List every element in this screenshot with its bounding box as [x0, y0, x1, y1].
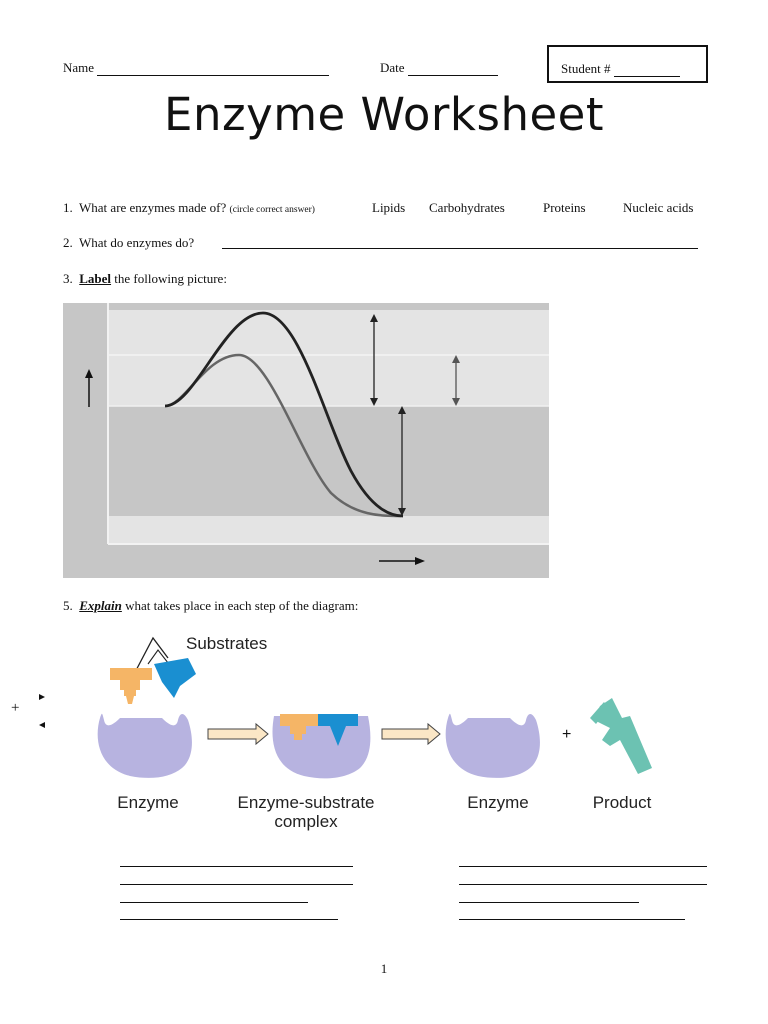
answer-line-left-1[interactable]: [120, 866, 353, 867]
question-2: [63, 235, 194, 251]
student-blank[interactable]: [614, 62, 680, 77]
q3-number: 3.: [63, 271, 73, 286]
name-label: Name: [63, 60, 95, 75]
q5-emphasis: Explain: [79, 598, 122, 613]
margin-plus: +: [11, 700, 20, 716]
arrow-2: [382, 724, 440, 744]
answer-line-right-4[interactable]: [459, 919, 685, 920]
enzyme-2: [446, 714, 540, 778]
energy-diagram: [63, 303, 549, 578]
q5-text: what takes place in each step of the diagram:: [125, 598, 359, 613]
product-label: Product: [592, 793, 652, 812]
product: [590, 698, 652, 774]
q1-option-carbohydrates[interactable]: Carbohydrates: [429, 200, 505, 215]
plus-sign: +: [562, 726, 572, 743]
answer-line-left-3[interactable]: [120, 902, 308, 903]
question-1: [63, 200, 315, 216]
q2-number: 2.: [63, 235, 73, 250]
q1-option-nucleic-acids[interactable]: Nucleic acids: [623, 200, 694, 215]
answer-line-right-1[interactable]: [459, 866, 707, 867]
q3-text: the following picture:: [114, 271, 227, 286]
q1-hint: (circle correct answer): [229, 205, 315, 215]
q2-answer-line[interactable]: [222, 248, 698, 249]
q5-number: 5.: [63, 598, 73, 613]
enzyme-process-diagram: [90, 628, 670, 788]
answer-line-right-3[interactable]: [459, 902, 639, 903]
q1-option-proteins[interactable]: Proteins: [543, 200, 586, 215]
q3-emphasis: Label: [79, 271, 112, 286]
question-3: [63, 271, 227, 287]
name-blank[interactable]: [97, 61, 329, 76]
student-number-box[interactable]: [547, 45, 708, 83]
arrow-1: [208, 724, 268, 744]
enzyme-1: [98, 714, 192, 778]
substrate-orange: [110, 668, 152, 704]
page-title: Enzyme Worksheet: [164, 88, 604, 141]
answer-line-right-2[interactable]: [459, 884, 707, 885]
q1-number: 1.: [63, 200, 73, 215]
complex-label-line-1: Enzyme-substrate: [237, 793, 375, 812]
complex-label: [236, 793, 376, 831]
substrates-label: Substrates: [186, 634, 268, 653]
date-label: Date: [380, 60, 405, 75]
enzyme-label: Enzyme: [117, 793, 179, 812]
q2-text: What do enzymes do?: [79, 235, 195, 250]
answer-line-left-4[interactable]: [120, 919, 338, 920]
upper-band: [108, 310, 549, 406]
q1-option-lipids[interactable]: Lipids: [372, 200, 406, 215]
date-field[interactable]: [380, 60, 498, 76]
substrate-blue: [154, 658, 196, 698]
enzyme-2-label: Enzyme: [467, 793, 529, 812]
complex-label-line-2: complex: [274, 812, 338, 831]
margin-marks: [38, 692, 48, 732]
q1-text: What are enzymes made of?: [79, 200, 227, 215]
answer-line-left-2[interactable]: [120, 884, 353, 885]
question-5: [63, 598, 358, 614]
lower-band: [108, 516, 549, 544]
date-blank[interactable]: [408, 61, 498, 76]
name-field[interactable]: [63, 60, 329, 76]
student-label: Student #: [561, 61, 611, 76]
page-number: 1: [380, 961, 388, 976]
